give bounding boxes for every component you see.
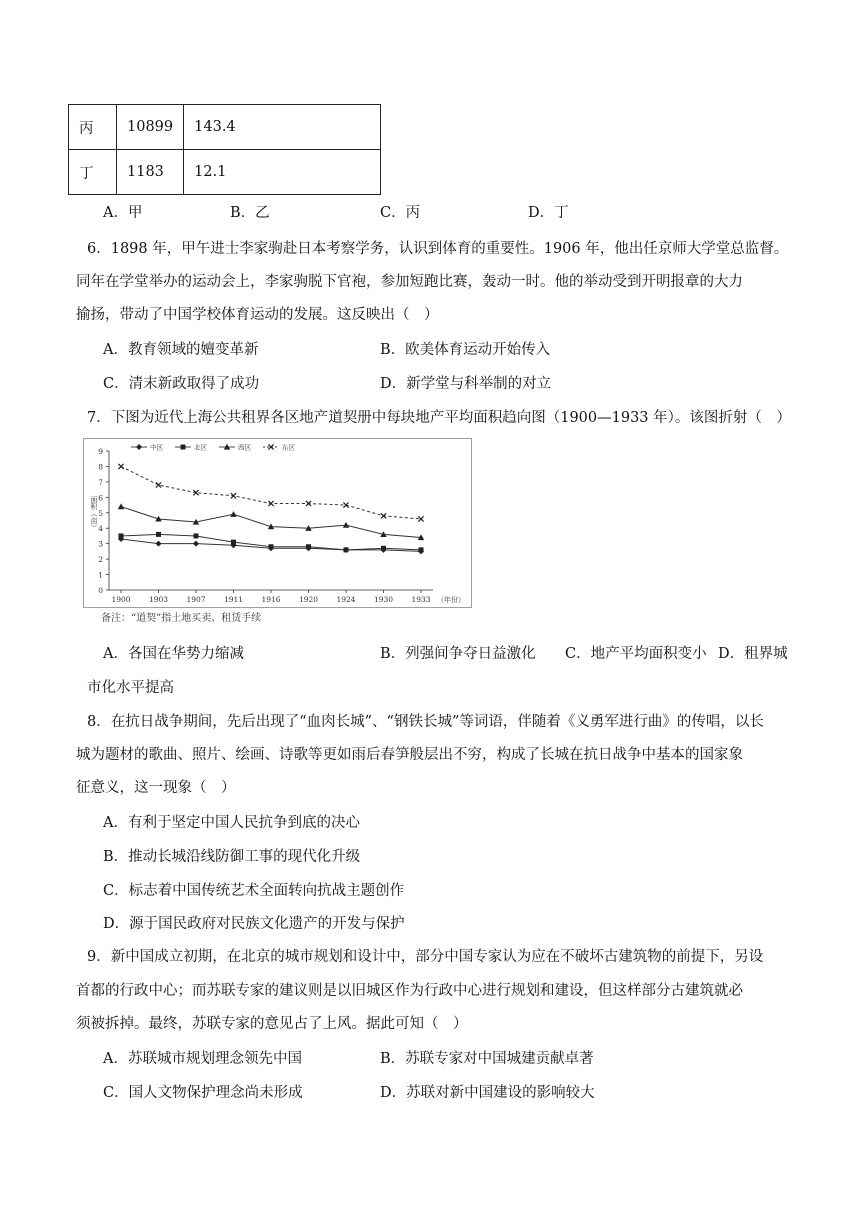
x-tick-label: 1930 (373, 595, 394, 604)
q5-option-b: B．乙 (230, 205, 270, 221)
q9-stem-line: 首都的行政中心；而苏联专家的建议则是以旧城区作为行政中心进行规划和建设，但这样部分古建筑就必 (76, 983, 743, 999)
area-trend-chart (83, 438, 472, 608)
x-tick-label: 1924 (336, 595, 356, 604)
q6-option-c: C．清末新政取得了成功 (103, 376, 260, 392)
q7-option-c: C．地产平均面积变小 (565, 646, 707, 662)
chart-note: 备注：“道契”指土地买卖、租赁手续 (101, 613, 262, 624)
q7-stem-line: 7．下图为近代上海公共租界各区地产道契册中每块地产平均面积趋向图（1900—1933 年）。该图折射（ ） (87, 410, 791, 426)
x-tick-label: 1911 (223, 595, 244, 604)
q5-option-c: C．丙 (380, 205, 421, 221)
q7-option-d: D．租界城 (718, 646, 788, 662)
q6-stem-line: 6．1898 年，甲午进士李家驹赴日本考察学务，认识到体育的重要性。1906 年，他出任京师大学堂总监督。 (87, 241, 789, 257)
table-cell: 1183 (117, 150, 184, 195)
q6-stem-line: 同年在学堂举办的运动会上，李家驹脱下官袍，参加短跑比赛，轰动一时。他的举动受到开明报章的大力 (76, 274, 743, 290)
q5-option-a: A．甲 (103, 205, 143, 221)
table-cell: 143.4 (184, 105, 381, 150)
q9-option-d: D．苏联对新中国建设的影响较大 (380, 1085, 595, 1101)
table-cell: 12.1 (184, 150, 381, 195)
y-tick-label: 2 (98, 555, 103, 565)
data-point (119, 533, 124, 538)
chart-frame (84, 439, 472, 608)
q6-option-b: B．欧美体育运动开始传入 (380, 342, 551, 358)
q9-option-a: A．苏联城市规划理念领先中国 (103, 1051, 302, 1067)
y-tick-label: 9 (98, 447, 103, 456)
x-tick-label: 1903 (148, 595, 169, 604)
data-point (269, 544, 274, 549)
q5-option-d: D．丁 (528, 205, 569, 221)
x-tick-label: 1907 (186, 595, 206, 604)
data-point (344, 547, 349, 552)
x-tick-label: 1900 (111, 595, 131, 604)
table-row (69, 150, 381, 195)
y-tick-label: 3 (98, 539, 103, 549)
x-tick-label: 1933 (411, 595, 431, 604)
q7-option-d-continued: 市化水平提高 (87, 680, 174, 696)
q8-option-a: A．有利于坚定中国人民抗争到底的决心 (103, 815, 360, 831)
table-row (69, 105, 381, 150)
q6-stem-line: 揄扬，带动了中国学校体育运动的发展。这反映出（ ） (76, 307, 439, 323)
q7-option-b: B．列强间争夺日益激化 (380, 646, 536, 662)
table-cell: 10899 (117, 105, 184, 150)
q9-option-b: B．苏联专家对中国城建贡献卓著 (380, 1051, 594, 1067)
legend-label: 西区 (238, 443, 251, 452)
y-tick-label: 0 (98, 586, 103, 595)
x-tick-label: 1916 (261, 595, 281, 604)
q6-option-a: A．教育领域的嬗变革新 (103, 342, 259, 358)
x-tick-label: 1920 (298, 595, 319, 604)
q7-option-a: A．各国在华势力缩减 (103, 646, 244, 662)
data-point (381, 546, 386, 551)
q9-option-c: C．国人文物保护理念尚未形成 (103, 1085, 303, 1101)
table-cell: 丁 (69, 150, 117, 195)
legend-label: 东区 (282, 443, 295, 452)
y-tick-label: 8 (98, 462, 103, 472)
q8-option-d: D．源于国民政府对民族文化遗产的开发与保护 (103, 916, 405, 932)
y-tick-label: 6 (98, 493, 103, 503)
q9-stem-line: 须被拆掉。最终，苏联专家的意见占了上风。据此可知（ ） (76, 1016, 468, 1032)
q8-option-b: B．推动长城沿线防御工事的现代化升级 (103, 849, 361, 865)
data-table (68, 104, 381, 195)
x-axis-unit-label: （年份） (437, 596, 465, 604)
data-point (194, 533, 199, 538)
legend-label: 中区 (150, 443, 163, 452)
data-point (306, 544, 311, 549)
y-tick-label: 5 (98, 508, 103, 518)
q8-stem-line: 8．在抗日战争期间，先后出现了“血肉长城”、“钢铁长城”等词语，伴随着《义勇军进行曲》的传唱，以长 (87, 714, 764, 730)
table-cell: 丙 (69, 105, 117, 150)
y-tick-label: 7 (98, 477, 103, 487)
y-axis-label: 面积（亩） (90, 496, 98, 531)
q6-option-d: D．新学堂与科举制的对立 (380, 376, 552, 392)
y-tick-label: 1 (98, 570, 103, 580)
legend-marker (181, 445, 186, 450)
y-tick-label: 4 (98, 524, 103, 534)
legend-label: 北区 (194, 443, 207, 452)
data-point (419, 547, 424, 552)
q8-stem-line: 征意义，这一现象（ ） (76, 780, 236, 796)
q8-stem-line: 城为题材的歌曲、照片、绘画、诗歌等更如雨后春笋般层出不穷，构成了长城在抗日战争中基本的国家象 (76, 747, 743, 763)
data-point (231, 540, 236, 545)
q8-option-c: C．标志着中国传统艺术全面转向抗战主题创作 (103, 883, 405, 899)
q9-stem-line: 9．新中国成立初期，在北京的城市规划和设计中，部分中国专家认为应在不破坏古建筑物的前提下，另设 (87, 949, 764, 965)
data-point (156, 532, 161, 537)
